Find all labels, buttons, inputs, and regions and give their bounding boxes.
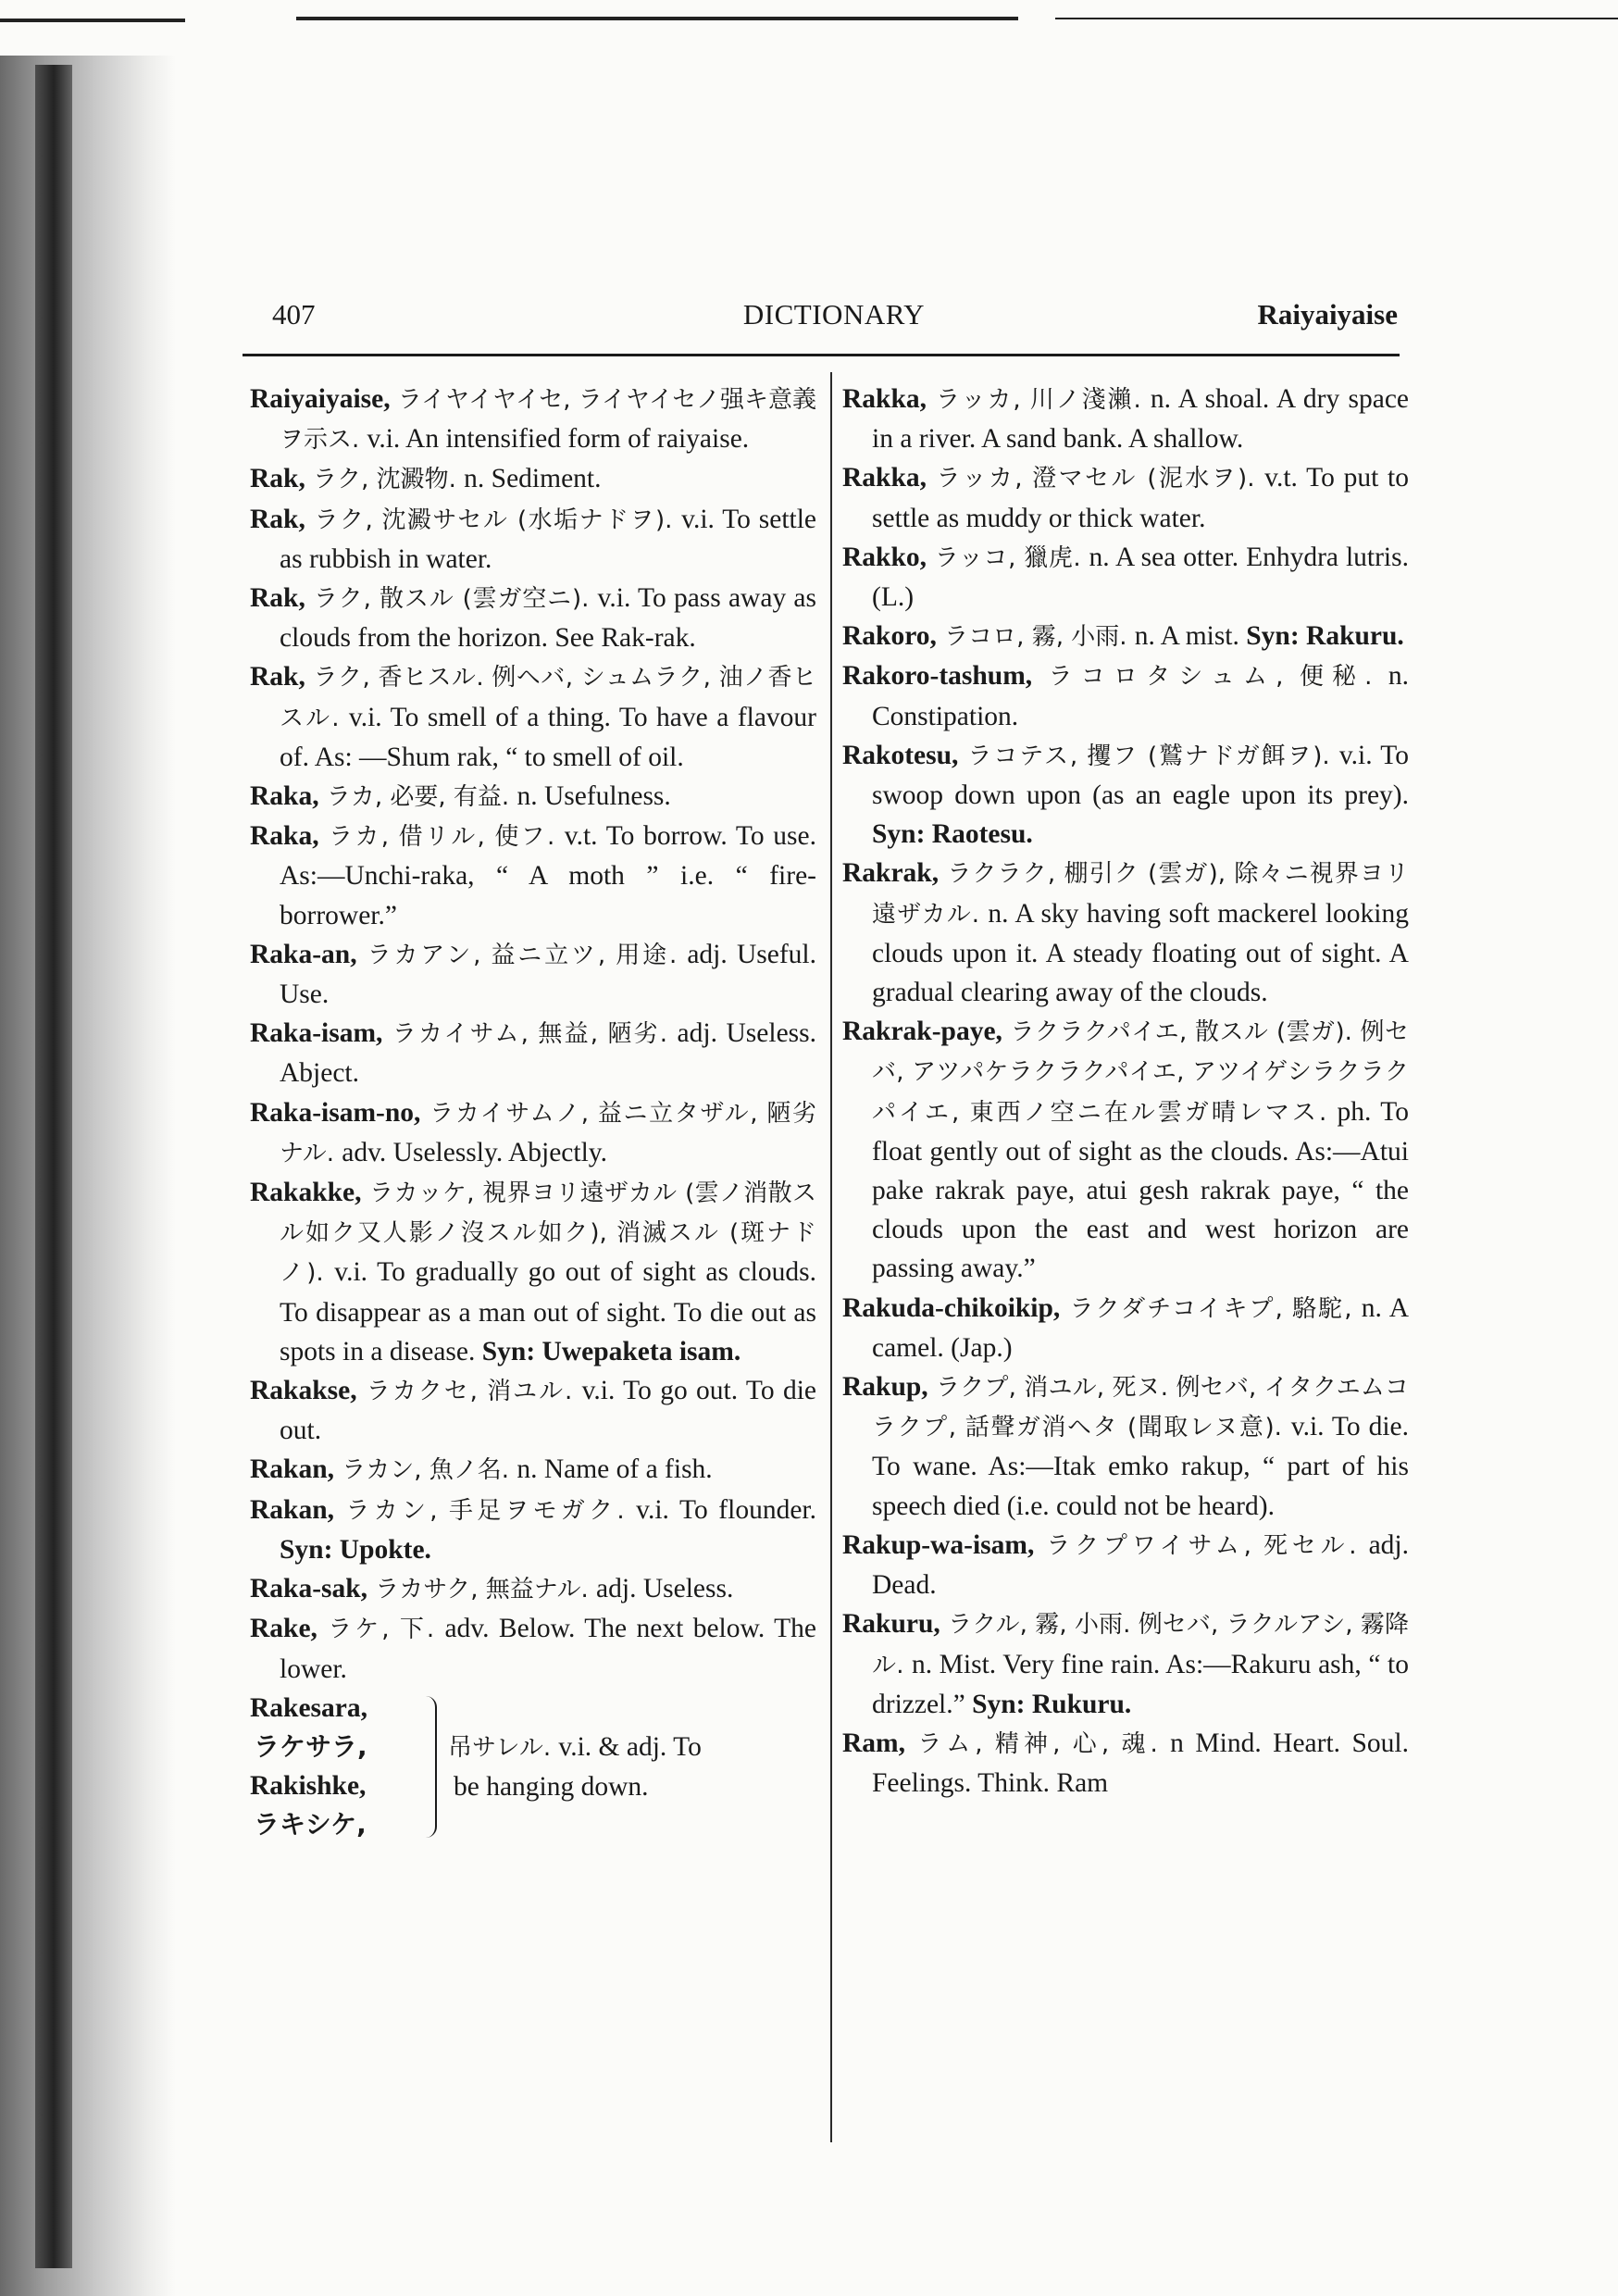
entry-definition: v.i. To settle as rubbish in water. [280,504,817,574]
dictionary-entry [842,1604,1409,1724]
entry-japanese: ラカアン, 益ニ立ツ, 用途. [356,941,688,969]
dictionary-entry [250,459,816,499]
grouped-definition-line [448,1767,816,1806]
entry-definition: adj. Useless. [596,1574,734,1604]
entry-definition: n. A mist. [1134,621,1239,652]
grouped-entry [250,1689,816,1845]
entry-definition: adv. Uselessly. Abjectly. [342,1137,607,1167]
dictionary-entry [842,736,1409,855]
entry-headword: Raiyaiyaise, [250,384,391,414]
entry-headword: Rak, [250,662,305,693]
entry-japanese: ラコロタシュム, 便秘. [1032,663,1388,692]
grouped-definition-line [448,1728,816,1767]
entry-definition: n. Constipation. [872,661,1409,731]
entry-definition: n. A shoal. A dry space in a river. A sand bank. A shallow. [872,384,1410,455]
entry-headword: Raka-isam-no, [250,1097,421,1128]
entry-japanese: ラク, 香ヒスル. 例ヘバ, シュムラク, 油ノ香ヒスル. [280,664,816,732]
entry-definition: adj. Useless. Abject. [280,1018,817,1089]
entry-japanese: ラカイサムノ, 益ニ立タザル, 陋劣ナル. [280,1099,816,1167]
entry-japanese: ラッカ, 川ノ淺瀨. [927,386,1151,414]
dictionary-entry [250,1093,816,1173]
entry-japanese: ラカ, 借リル, 使フ. [318,823,565,852]
entry-definition: adv. Below. The next below. The lower. [280,1614,816,1684]
top-scan-rule [296,17,1018,20]
entry-definition: v.t. To borrow. To use. As:—Unchi-raka, “ A moth ” i.e. “ fire-borrower.” [280,821,816,930]
entry-definition: n. Mist. Very fine rain. As:—Rakuru ash, “ to drizzel.” [872,1649,1410,1719]
top-scan-rule [0,19,185,22]
entry-headword: Rakup-wa-isam, [842,1529,1035,1560]
entry-synonym: Syn: Uwepaketa isam. [481,1336,741,1366]
entry-definition: v.t. To put to settle as muddy or thick water. [872,463,1410,533]
entry-definition: n. Usefulness. [517,781,671,812]
entry-japanese: ラクラクパイエ, 散スル (雲ガ). 例セバ, アツパケラクラクパイエ, アツイゲシラクラクパイエ, 東西ノ空ニ在ル雲ガ晴レマス. [872,1018,1409,1127]
entry-japanese: ラクプワイサム, 死セル. [1034,1531,1369,1560]
page-title: DICTIONARY [742,298,926,331]
entry-definition: n Mind. Heart. Soul. Feelings. Think. Ram [872,1728,1409,1799]
entry-headword: Rakrak, [842,858,940,889]
entry-headword: Rakotesu, [842,740,959,770]
entry-japanese: ラク, 散スル (雲ガ空ニ). [305,585,598,614]
entry-japanese: 吊サレル. [448,1733,559,1762]
entry-headword: Rakoro-tashum, [842,661,1033,692]
dictionary-entry [842,1526,1409,1604]
dictionary-entry [842,617,1409,656]
left-column [250,380,816,1845]
entry-definition: n. A camel. (Jap.) [872,1292,1409,1363]
entry-definition: v.i. To swoop down upon (as an eagle upon its prey). [872,740,1409,811]
entry-headword: Rake, [250,1614,317,1644]
entry-headword: Rakan, [250,1454,334,1485]
entry-headword: Rakoro, [842,621,937,652]
entry-synonym: Syn: Rukuru. [972,1689,1132,1719]
entry-headword: Raka, [250,821,319,852]
entry-definition: v.i. An intensified form of raiyaise. [367,424,750,455]
entry-japanese: ラッコ, 獵虎. [927,543,1089,572]
entry-headword: ラキシケ, [254,1809,367,1841]
entry-japanese: ラカン, 魚ノ名. [334,1456,517,1485]
entry-headword: Rakan, [250,1494,334,1525]
entry-headword: Rakishke, [250,1771,367,1802]
entry-headword: Rakrak-paye, [842,1017,1002,1047]
entry-definition: n. A sky having soft mackerel looking clouds upon it. A steady floating out of sight. A gradual clearing away of the clouds. [872,898,1409,1008]
entry-headword: Rakka, [842,463,927,493]
entry-headword: Rak, [250,583,305,614]
right-column [842,380,1409,1803]
entry-headword: Rakko, [842,542,927,572]
entry-japanese: ラカサク, 無益ナル. [367,1576,597,1604]
dictionary-entry [250,1450,816,1490]
dictionary-entry [250,1371,816,1450]
dictionary-entry [842,1724,1409,1803]
dictionary-entry [250,1491,816,1569]
entry-japanese: ラカッケ, 視界ヨリ遠ザカル (雲ノ消散スル如ク又人影ノ沒スル如ク), 消滅スル (斑ナドノ). [280,1179,816,1288]
entry-headword: Raka-an, [250,939,357,969]
entry-japanese: ラクプ, 消ユル, 死ヌ. 例セバ, イタクエムコラクプ, 話聲ガ消ヘタ (聞取レヌ意). [872,1374,1409,1442]
entry-japanese: ラカクセ, 消ユル. [356,1378,582,1406]
entry-japanese: ラクダチコイキプ, 駱駝, [1060,1294,1362,1323]
entry-headword: Ram, [842,1728,906,1758]
page-number: 407 [272,298,316,331]
top-scan-rule [1055,18,1618,19]
entry-japanese: ラカン, 手足ヲモガク. [334,1496,637,1525]
running-head [270,298,1398,343]
brace-bracket [426,1696,437,1838]
entry-definition: v.i. To go out. To die out. [280,1376,817,1446]
entry-headword: Rak, [250,464,305,494]
grouped-headwords [250,1689,426,1845]
entry-japanese: ラコロ, 霧, 小雨. [936,623,1135,652]
grouped-definition [444,1689,816,1845]
entry-headword: Rakup, [842,1372,928,1403]
entry-definition: adj. Useful. Use. [280,939,816,1010]
dictionary-entry [250,380,816,459]
entry-definition: n. Sediment. [464,464,602,494]
entry-japanese: ラクラク, 棚引ク (雲ガ), 除々ニ視界ヨリ遠ザカル. [872,860,1409,929]
entry-synonym: Syn: Upokte. [280,1534,431,1565]
dictionary-entry [842,656,1409,735]
entry-definition: v.i. To flounder. [636,1494,816,1525]
binding-gutter-shadow [0,56,176,2296]
entry-definition: n. Name of a fish. [517,1454,713,1485]
dictionary-entry [842,458,1409,537]
entry-japanese: ラクル, 霧, 小雨. 例セバ, ラクルアシ, 霧降ル. [872,1611,1409,1679]
entry-japanese: ラカイサム, 無益, 陋劣. [382,1020,678,1049]
entry-japanese: ラク, 沈澱サセル (水垢ナドヲ). [305,505,682,534]
dictionary-entry [842,1012,1409,1288]
entry-japanese: ラケ, 下. [317,1616,445,1644]
entry-headword: Raka-sak, [250,1574,368,1604]
entry-japanese: ラム, 精神, 心, 魂. [905,1729,1171,1758]
dictionary-entry [842,1367,1409,1526]
entry-japanese: ラカ, 必要, 有益. [318,783,517,812]
entry-headword: Raka-isam, [250,1018,383,1049]
entry-headword: ラケサラ, [254,1730,367,1762]
column-divider [830,372,832,2142]
header-rule [243,354,1400,356]
entry-definition: v.i. & adj. To [558,1731,702,1762]
entry-headword: Rakakke, [250,1178,362,1208]
entry-definition: adj. Dead. [872,1529,1409,1601]
dictionary-entry [250,817,816,935]
entry-japanese: ライヤイヤイセ, ライヤイセノ强キ意義ヲ示ス. [280,386,816,455]
dictionary-entry [250,579,816,657]
entry-japanese: ラコテス, 攫フ (鷲ナドガ餌ヲ). [958,742,1339,770]
entry-headword: Rak, [250,504,305,534]
entry-headword: Rakuda-chikoikip, [842,1292,1061,1323]
dictionary-entry [250,1609,816,1688]
dictionary-entry [250,1173,816,1371]
entry-headword: Rakesara, [250,1692,368,1723]
dictionary-entry [250,777,816,817]
guide-word: Raiyaiyaise [1257,298,1398,331]
dictionary-entry [250,500,816,579]
dictionary-entry [250,935,816,1014]
dictionary-entry [842,538,1409,617]
binding-gutter-core [35,65,72,2268]
entry-definition: n. A sea otter. Enhydra lutris. (L.) [872,542,1409,613]
entry-definition: be hanging down. [454,1771,649,1802]
entry-japanese: ラク, 沈澱物. [305,466,465,494]
dictionary-entry [250,657,816,777]
entry-headword: Rakakse, [250,1376,357,1406]
entry-headword: Rakuru, [842,1609,940,1640]
entry-japanese: ラッカ, 澄マセル (泥水ヲ). [927,465,1265,493]
entry-definition: v.i. To smell of a thing. To have a flavour of. As: —Shum rak, “ to smell of oil. [280,702,817,772]
entry-synonym: Syn: Rakuru. [1246,621,1404,652]
dictionary-entry [250,1569,816,1609]
dictionary-entry [842,1289,1409,1367]
dictionary-entry [250,1014,816,1092]
entry-headword: Rakka, [842,384,927,414]
entry-definition: v.i. To die. To wane. As:—Itak emko rakup, “ part of his speech died (i.e. could not be heard). [872,1412,1410,1521]
entry-headword: Raka, [250,781,319,812]
dictionary-entry [842,380,1409,458]
dictionary-entry [842,854,1409,1012]
entry-definition: ph. To float gently out of sight as the clouds. As:—Atui pake rakrak paye, atui gesh rakrak paye, “ the clouds upon the east and west horizon are passing away.” [872,1096,1409,1284]
entry-definition: v.i. To pass away as clouds from the horizon. See Rak-rak. [280,583,816,654]
entry-definition: v.i. To gradually go out of sight as clouds. To disappear as a man out of sight. To die out as spots in a disease. [280,1257,816,1366]
entry-synonym: Syn: Raotesu. [872,819,1033,850]
